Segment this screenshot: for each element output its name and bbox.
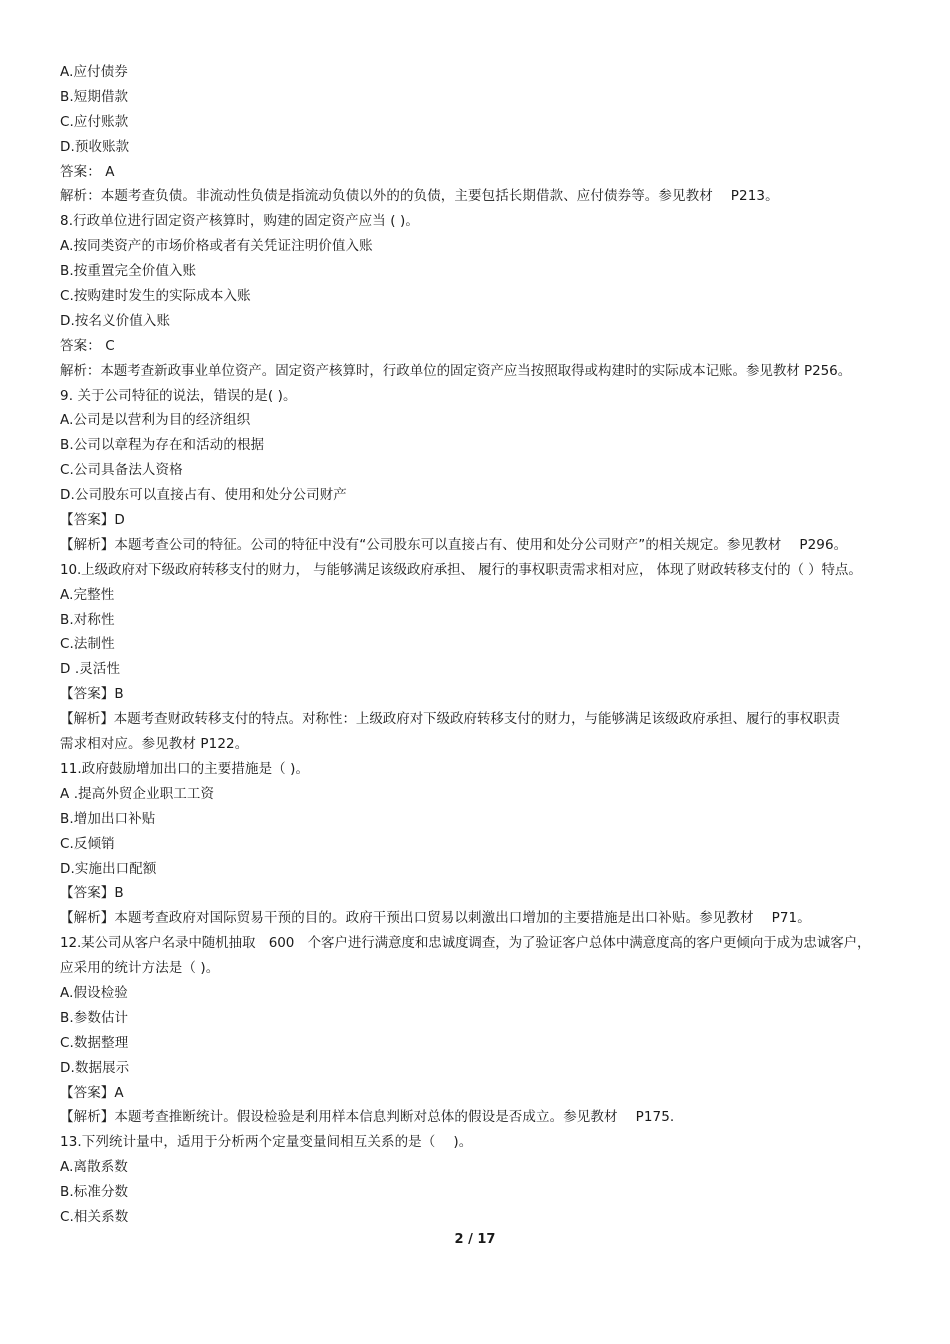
answer-line: 【答案】B <box>60 885 124 902</box>
question-line: 9. 关于公司特征的说法，错误的是( )。 <box>60 387 297 404</box>
answer-line: 【答案】A <box>60 1084 124 1101</box>
explanation-line: 【解析】本题考查公司的特征。公司的特征中没有“公司股东可以直接占有、使用和处分公司财产”的相关规定。参见教材 P296。 <box>60 536 848 553</box>
explanation-line: 需求相对应。参见教材 P122。 <box>60 736 249 753</box>
option-line: B.按重置完全价值入账 <box>60 263 197 280</box>
page-number: 2 / 17 <box>454 1232 496 1247</box>
answer-line: 答案： C <box>60 337 115 354</box>
answer-line: 答案： A <box>60 163 115 180</box>
option-line: C.应付账款 <box>60 113 129 130</box>
option-line: B.公司以章程为存在和活动的根据 <box>60 437 265 454</box>
answer-line: 【答案】B <box>60 686 124 703</box>
option-line: A.完整性 <box>60 586 115 603</box>
page-content <box>60 60 896 1230</box>
question-line: 12.某公司从客户名录中随机抽取 600 个客户进行满意度和忠诚度调查，为了验证客户总体中满意度高的客户更倾向于成为忠诚客户， <box>60 935 871 952</box>
question-line: 11.政府鼓励增加出口的主要措施是（ )。 <box>60 760 310 777</box>
option-line: C.公司具备法人资格 <box>60 462 183 479</box>
option-line: A.假设检验 <box>60 984 128 1001</box>
option-line: B.增加出口补贴 <box>60 810 156 827</box>
option-line: C.数据整理 <box>60 1034 129 1051</box>
question-line: 8.行政单位进行固定资产核算时，购建的固定资产应当 ( )。 <box>60 213 419 230</box>
explanation-line: 解析：本题考查新政事业单位资产。固定资产核算时，行政单位的固定资产应当按照取得或构建时的实际成本记账。参见教材 P256。 <box>60 362 852 379</box>
option-line: D.公司股东可以直接占有、使用和处分公司财产 <box>60 487 347 504</box>
option-line: D.预收账款 <box>60 138 130 155</box>
question-line: 10.上级政府对下级政府转移支付的财力， 与能够满足该级政府承担、 履行的事权职责需求相对应， 体现了财政转移支付的（ ）特点。 <box>60 561 862 578</box>
explanation-line: 【解析】本题考查政府对国际贸易干预的目的。政府干预出口贸易以刺激出口增加的主要措施是出口补贴。参见教材 P71。 <box>60 910 811 927</box>
option-line: D.实施出口配额 <box>60 860 157 877</box>
option-line: C.法制性 <box>60 636 115 653</box>
option-line: D.按名义价值入账 <box>60 312 171 329</box>
explanation-line: 【解析】本题考查财政转移支付的特点。对称性：上级政府对下级政府转移支付的财力，与能够满足该级政府承担、履行的事权职责 <box>60 711 841 728</box>
option-line: B.短期借款 <box>60 88 129 105</box>
option-line: B.参数估计 <box>60 1009 129 1026</box>
question-line: 应采用的统计方法是（ )。 <box>60 960 220 977</box>
answer-line: 【答案】D <box>60 512 125 529</box>
option-line: A .提高外贸企业职工工资 <box>60 785 215 802</box>
option-line: D .灵活性 <box>60 661 121 678</box>
option-line: C.相关系数 <box>60 1208 129 1225</box>
option-line: B.标准分数 <box>60 1184 129 1201</box>
option-line: C.按购建时发生的实际成本入账 <box>60 288 251 305</box>
question-line: 13.下列统计量中，适用于分析两个定量变量间相互关系的是（ )。 <box>60 1134 473 1151</box>
option-line: A.按同类资产的市场价格或者有关凭证注明价值入账 <box>60 238 373 255</box>
option-line: C.反倾销 <box>60 835 115 852</box>
explanation-line: 解析：本题考查负债。非流动性负债是指流动负债以外的的负债，主要包括长期借款、应付债券等。参见教材 P213。 <box>60 188 779 205</box>
option-line: A.离散系数 <box>60 1159 128 1176</box>
option-line: A.应付债券 <box>60 64 128 80</box>
option-line: A.公司是以营利为目的经济组织 <box>60 412 251 429</box>
explanation-line: 【解析】本题考查推断统计。假设检验是利用样本信息判断对总体的假设是否成立。参见教材 P175. <box>60 1109 675 1126</box>
option-line: B.对称性 <box>60 611 115 628</box>
option-line: D.数据展示 <box>60 1059 130 1076</box>
